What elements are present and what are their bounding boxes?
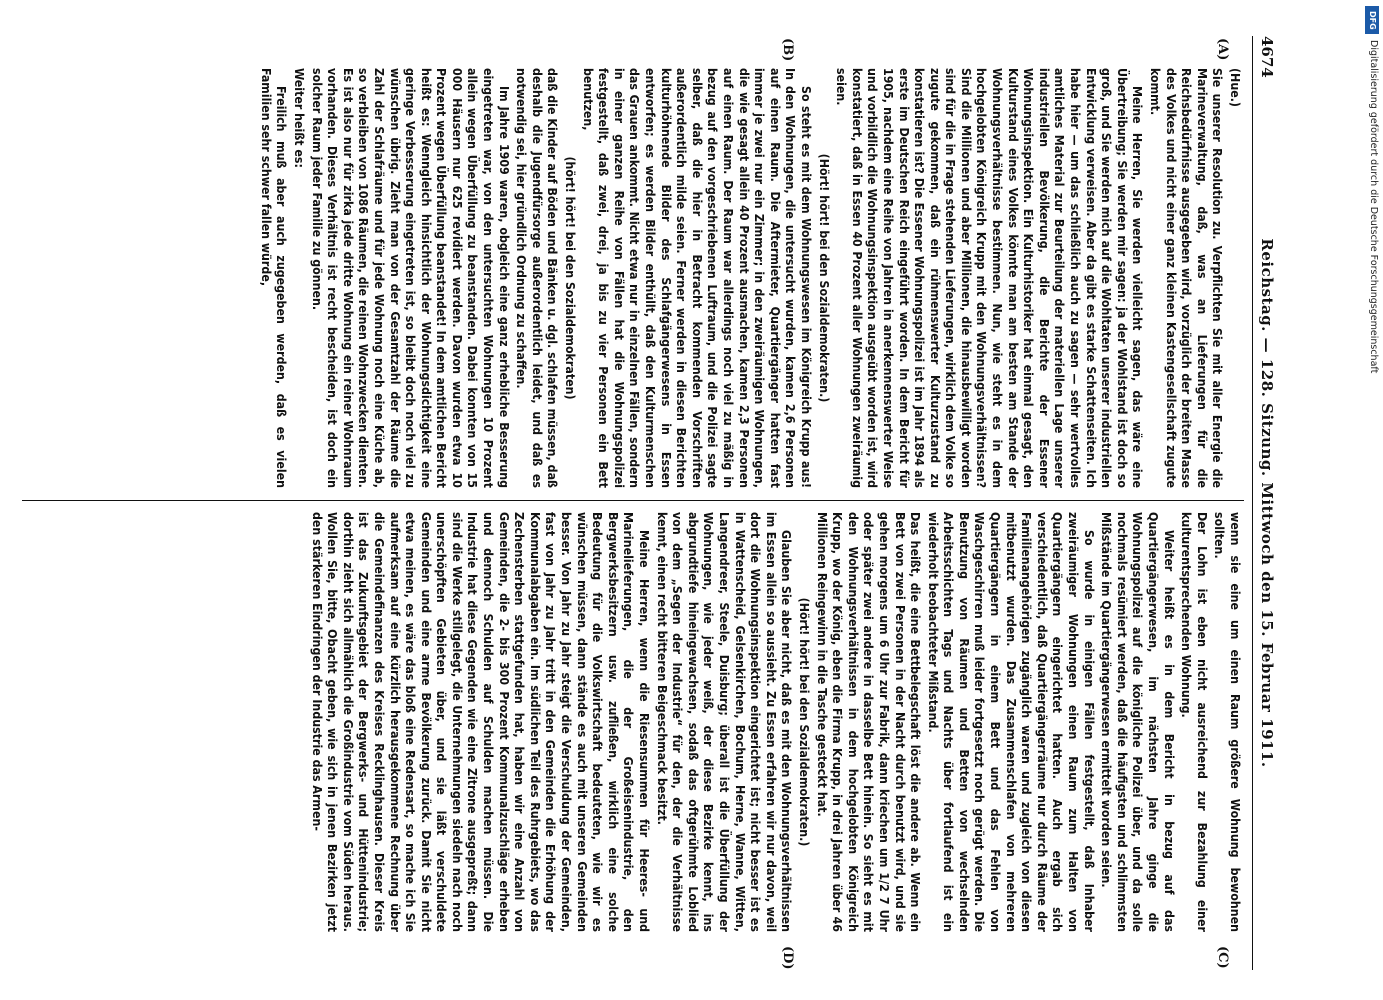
page-number: 4674 (1258, 36, 1276, 78)
left-text-column (18, 68, 1242, 488)
paragraph: Das heißt, die eine Bettbelegschaft löst die andere ab. Wenn ein Bett von zwei Personen in der Nacht durch benutzt wird, und sie gehen morgens um 6 Uhr zur Fabrik, dann kriechen um 1/2 7 Uhr oder später zwei andere in dasselbe Bett hinein. So sieht es mit den Wohnungsverhältnissen in dem hochgelobten Königreich Krupp, wo der König, eben die Firma Krupp, in drei Jahren über 46 Millionen Reingewinn in die Tasche gesteckt hat. (814, 512, 923, 932)
paragraph: Meine Herren, wenn die Riesensummen für Heeres- und Marinelieferungen, die der Großeisenindustrie, den Bergwerksbesitzern usw. zufließen, wirklich eine solche Bedeutung für die Volkswirtschaft bedeuteten, wie wir es wünschen müssen, dann stände es auch mit unseren Gemeinden besser. Von Jahr zu Jahr steigt die Verschuldung der Gemeinden, fast von Jahr zu Jahr tritt in den Gemeinden die Erhöhung der Kommunalabgaben ein. Im südlichen Teil des Ruhrgebiets, wo das Zechensterben stattgefunden hat, haben wir eine Anzahl von Gemeinden, die 2- bis 300 Prozent Kommunalzuschläge erheben und dennoch Schulden auf Schulden machen müssen. Die Industrie hat diese Gegenden wie eine Zitrone ausgepreßt; dann sind die Werke stillgelegt, die Unternehmungen siedeln nach noch unerschöpften Gebieten über, und sie läßt verschuldete Gemeinden und eine arme Bevölkerung zurück. Damit Sie nicht etwa meinen, es wäre das bloß eine Redensart, so mache ich Sie aufmerksam auf eine kürzlich herausgekommene Rechnung über die Gemeindefinanzen des Kreises Recklinghausen. Dieser Kreis ist das Zukunftsgebiet der Bergwerks- und Hüttenindustrie; dorthin zieht sich allmählich die Großindustrie vom Süden heraus. Wollen Sie, bitte, Obacht geben, wie sich in jenen Bezirken jetzt den stärkeren Eindringen der Industrie das Armen- (309, 512, 652, 932)
paragraph: So wurde in einigen Fällen festgestellt, daß Inhaber zweiräumiger Wohnungen einen Raum zum Halten von Quartiergängern eingerichtet hatten. Auch ergab sich verschiedentlich, daß Quartiergängerräume nur durch Räume der Familienangehörigen zugänglich waren und zugleich von diesen mitbenutzt wurden. Das Zusammenschlafen von mehreren Quartiergängern in einem Bett und das Fehlen von Waschgeschirren muß leider fortgesetzt noch gerügt werden. Die Benutzung von Räumen und Betten von wechselnden Arbeitsschichten Tags und Nachts über fortlaufend ist ein wiederholt beobachteter Mißstand. (925, 512, 1096, 932)
paragraph: Freilich muß aber auch zugegeben werden, daß es vielen Familien sehr schwer fallen würde, (258, 68, 289, 488)
page-header (1252, 36, 1282, 970)
paragraph: So steht es mit dem Wohnungswesen im Königreich Krupp aus! In den Wohnungen, die untersucht wurden, kamen 2,6 Personen auf einen Raum. Die Aftermieter, Quartiergänger hatten fast immer je zwei nur ein Zimmer; in den zweiräumigen Wohnungen, die wie gesagt allein 40 Prozent ausmachen, kamen 2,3 Personen auf einen Raum. Der Raum war allerdings noch viel zu mäßig in bezug auf den vorgeschriebenen Luftraum, und die Polizei sagte selber, daß die hier in Betracht kommenden Vorschriften außerordentlich milde seien. Ferner werden in diesen Berichten kulturhöhnende Bilder des Schlafgängerwesens in Essen entworfen; es werden Bilder enthüllt, daß den Kulturmenschen das Grauen ankommt. Nicht etwa nur in einzelnen Fällen, sondern in einer ganzen Reihe von Fällen hat die Wohnungspolizei festgestellt, daß zwei, drei, ja bis zu vier Personen ein Bett benutzen, (580, 68, 813, 488)
column-divider (22, 500, 1244, 501)
paragraph: Weiter heißt es: (291, 68, 306, 168)
header-rule (1252, 36, 1253, 970)
margin-marker-a: (A) (1215, 38, 1230, 61)
speaker-name: (Hue.) (1228, 68, 1242, 107)
paragraph: Weiter heißt es in dem Bericht in bezug auf das Quartiergängerwesen, im nächsten Jahre ginge die Wohnungspolizei auf die königliche Polizei über, und da solle nochmals resümiert werden, daß die häufigsten und schlimmsten Mißstände im Quartiergängerwesen ermittelt worden seien. (1099, 512, 1176, 932)
paragraph: wenn sie eine um einen Raum größere Wohnung bewohnen sollten. (1212, 512, 1242, 932)
paragraph: Sie unserer Resolution zu. Verpflichten Sie mit aller Energie die Marineverwaltung, daß, was an Lieferungen für die Reichsbedürfnisse ausgegeben wird, vorzüglich der breiten Masse des Volkes und nicht einer ganz kleinen Kastengesellschaft zugute kommt. (1148, 68, 1225, 488)
paragraph: Der Lohn ist eben nicht ausreichend zur Bezahlung einer kulturentsprechenden Wohnung. (1179, 512, 1209, 932)
paragraph: Im Jahre 1909 waren, obgleich eine ganz erhebliche Besserung eingetreten war, von den untersuchten Wohnungen 10 Prozent allein wegen Überfüllung zu beanstanden. Dabei konnten von 15 000 Häusern nur 625 revidiert werden. Davon wurden etwa 10 Prozent wegen Überfüllung beanstandet! In dem amtlichen Bericht heißt es: Wenngleich hinsichtlich der Wohnungsdichtigkeit eine geringe Verbesserung eingetreten ist, so bleibt doch noch viel zu wünschen übrig. Zieht man von der Gesamtzahl der Räume die Zahl der Schlafräume und für jede Wohnung noch eine Küche ab, so verbleiben von 1086 Räumen, die reinen Wohnzwecken dienten. Es ist also nur für zirka jede dritte Wohnung ein reiner Wohnraum vorhanden. Dieses Verhältnis ist recht bescheiden, ist doch ein solcher Raum jeder Familie zu gönnen. (309, 68, 511, 488)
running-title: Reichstag. — 128. Sitzung. Mittwoch den 15. Februar 1911. (1258, 238, 1276, 768)
right-text-column (18, 512, 1242, 932)
paragraph: Glauben Sie aber nicht, daß es mit den Wohnungsverhältnissen im Essen allein so aussieht. Zu Essen erfahren wir nur davon, weil dort die Wohnungsinspektion eingerichtet ist; nicht besser ist es in Wattenscheid, Gelsenkirchen, Bochum, Herne, Wanne, Witten, Langendreer, Steele, Duisburg; überall ist die Überfüllung der Wohnungen, wie jeder weiß, der diese Bezirke kennt, ins abgrundtiefe hineingewachsen, sodaß das oftgerühmte Loblied von dem „Segen der Industrie“ für den, der die Verhältnisse kennt, einen recht bitteren Beigeschmack besitzt. (654, 512, 794, 932)
paragraph: Meine Herren, Sie werden vielleicht sagen, das wäre eine Übertreibung; Sie werden mir sagen: ja der Wohlstand ist doch so groß, und Sie werden mich auf die Wohltaten unserer industriellen Entwicklung verweisen. Aber da gibt es starke Schattenseiten. Ich habe hier — um das schließlich auch zu sagen — sehr wertvolles amtliches Material zur Beurteilung der materiellen Lage unserer industriellen Bevölkerung, die Berichte der Essener Wohnungsinspektion. Ein Kulturhistoriker hat einmal gesagt, den Kulturstand eines Volkes könnte man am besten am Stande der Wohnungsverhältnisse bestimmen. Nun, wie steht es in dem hochgelobten Königreich Krupp mit den Wohnungsverhältnissen? Sind die Millionen und aber Millionen, die hinausbewilligt worden sind für die in Frage stehenden Lieferungen, wirklich dem Volke so zugute gekommen, daß ein rühmenswerter Kulturzustand zu konstatieren ist? Die Essener Wohnungspolizei ist im Jahr 1894 als erste im Deutschen Reich eingeführt worden. In dem Bericht für 1905, nachdem eine Reihe von Jahren in anerkennenswerter Weise und vorbildlich die Wohnungsinspektion ausgeübt worden ist, wird konstatiert, daß in Essen 40 Prozent aller Wohnungen zweiräumig seien. (834, 68, 1145, 488)
paragraph: daß die Kinder auf Böden und Bänken u. dgl. schlafen müssen, daß deshalb die Jugendfürsorge außerordentlich leidet, und daß es notwendig sei, hier gründlich Ordnung zu schaffen. (514, 68, 560, 488)
dfg-logo: DFG (1365, 6, 1379, 34)
interjection: (hört! hört! bei den Sozialdemokraten) (563, 156, 578, 400)
interjection: (Hört! hört! bei den Sozialdemokraten.) (816, 153, 831, 403)
interjection: (Hört! hört! bei den Sozialdemokraten.) (796, 597, 811, 847)
margin-marker-b: (B) (780, 38, 795, 62)
margin-marker-d: (D) (780, 946, 795, 970)
margin-marker-c: (C) (1215, 946, 1230, 969)
digitization-credit: Digitalisierung gefördert durch die Deutsche Forschungsgemeinschaft (1368, 40, 1379, 374)
digitization-side-strip (1361, 0, 1383, 1000)
